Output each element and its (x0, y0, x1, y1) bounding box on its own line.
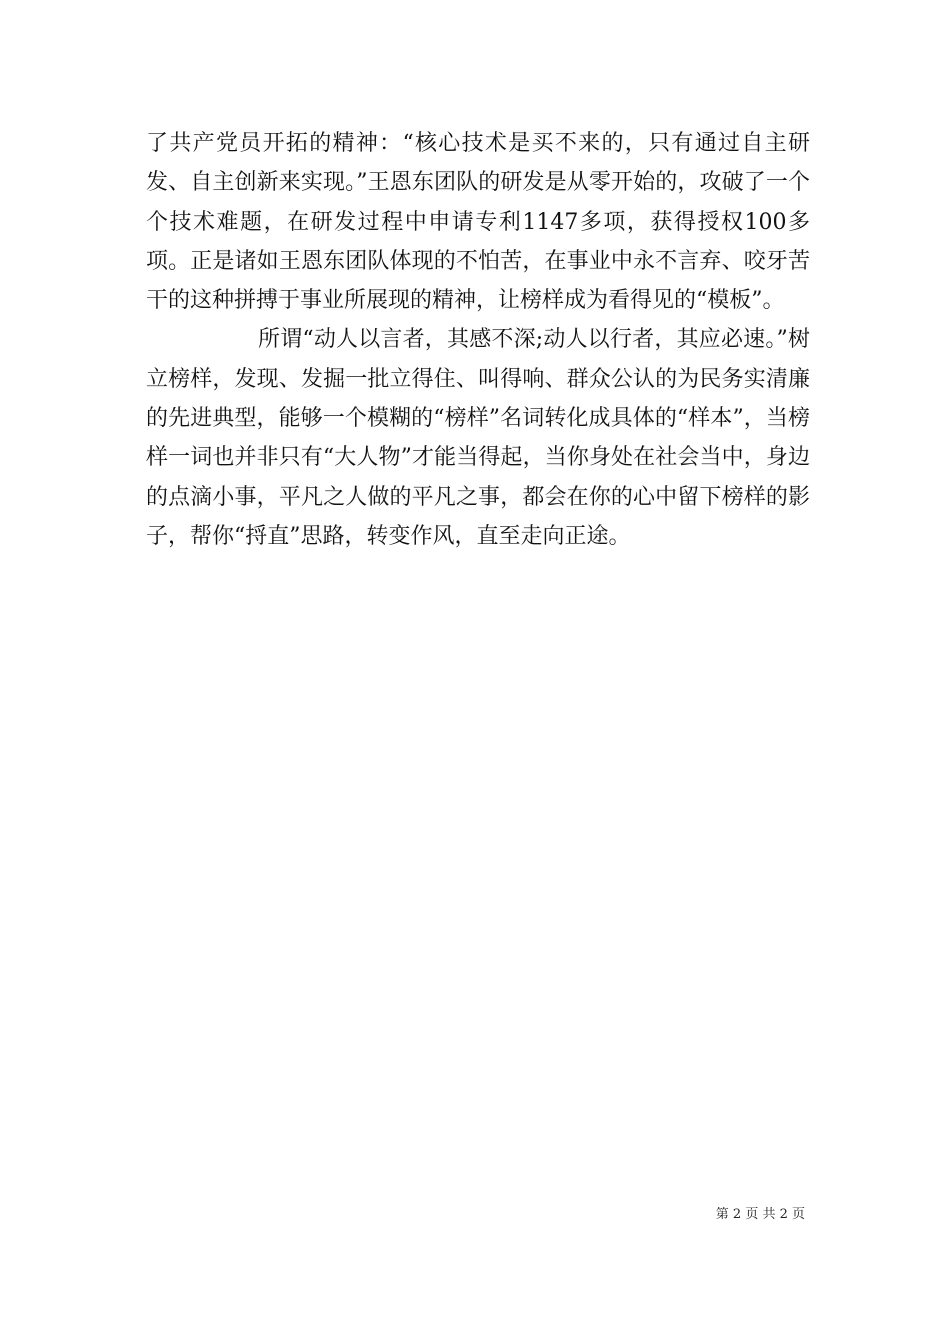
page-number-footer: 第 2 页 共 2 页 (715, 1207, 805, 1222)
paragraph-2: 所谓“动人以言者，其感不深;动人以行者，其应必速。”树立榜样，发现、发掘一批立得住、叫得响、群众公认的为民务实清廉的先进典型，能够一个模糊的“榜样”名词转化成具体的“样本”，当榜样一词也并非只有“大人物”才能当得起，当你身处在社会当中，身边的点滴小事，平凡之人做的平凡之事，都会在你的心中留下榜样的影子，帮你“捋直”思路，转变作风，直至走向正途。 (146, 327, 810, 549)
document-body (146, 124, 810, 556)
paragraph-1: 了共产党员开拓的精神：“核心技术是买不来的，只有通过自主研发、自主创新来实现。”王恩东团队的研发是从零开始的，攻破了一个个技术难题，在研发过程中申请专利1147多项，获得授权100多项。正是诸如王恩东团队体现的不怕苦，在事业中永不言弃、咬牙苦干的这种拼搏于事业所展现的精神，让榜样成为看得见的“模板”。 (146, 131, 810, 314)
